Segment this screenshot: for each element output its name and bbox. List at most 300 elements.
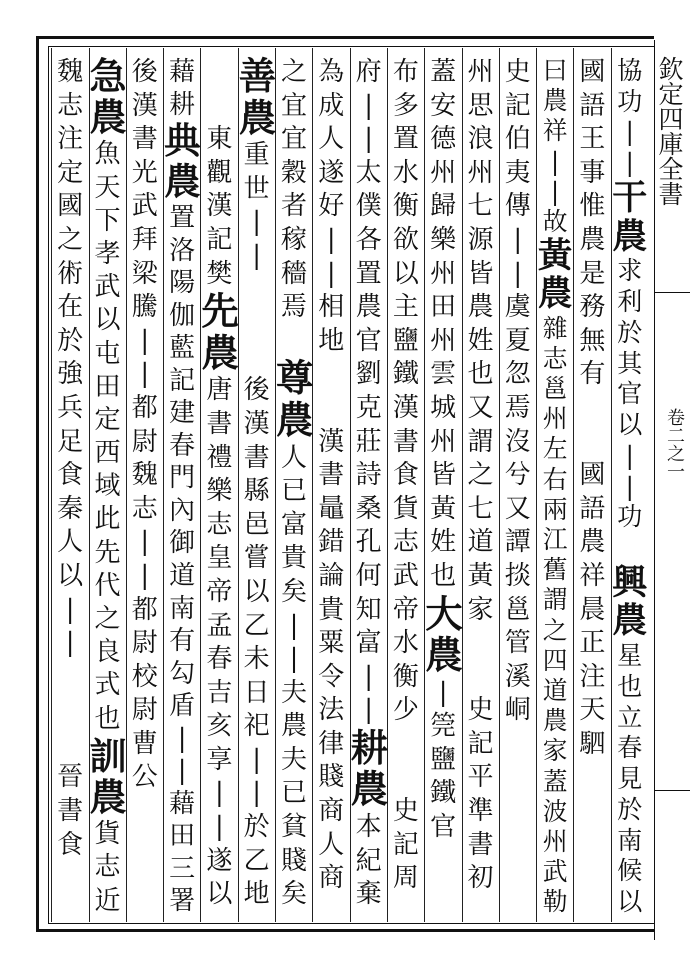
body-char (239, 341, 275, 375)
body-char: 王 (579, 124, 606, 155)
body-char: 農 (579, 527, 606, 558)
body-char: 孝 (94, 238, 121, 269)
body-char: 州 (430, 426, 457, 457)
body-char: 莊 (355, 426, 382, 457)
body-char: 此 (94, 504, 121, 535)
body-char: 曹 (131, 728, 158, 759)
text-column (537, 56, 573, 918)
body-char: 書 (206, 408, 233, 439)
body-char: | (513, 224, 523, 255)
body-char: 利 (617, 287, 643, 317)
body-char: 洛 (169, 235, 196, 266)
body-char: 吉 (206, 677, 233, 708)
body-char: 未 (243, 644, 270, 675)
body-char: 志 (131, 493, 158, 524)
body-char: 詩 (355, 460, 382, 491)
body-char: 水 (392, 628, 419, 659)
body-char: 州 (542, 404, 568, 434)
margin-section-label: 卷二之一 (664, 408, 685, 480)
body-char: 劉 (355, 359, 382, 390)
body-char: 功 (617, 86, 643, 116)
body-char: 富 (355, 628, 382, 659)
body-char: 宜 (280, 90, 307, 121)
headword-char: 興 (612, 561, 648, 603)
headword-char: 典 (164, 119, 201, 163)
body-char: 武 (131, 191, 158, 222)
body-char: 正 (579, 628, 606, 659)
body-char: 周 (392, 863, 419, 894)
body-char: 皆 (430, 460, 457, 491)
body-char: 記 (504, 90, 531, 121)
body-char: 錯 (318, 527, 345, 558)
body-char: | (550, 176, 560, 206)
body-char: 史 (504, 57, 531, 87)
body-char: | (252, 240, 262, 271)
text-column (574, 56, 610, 918)
body-char: 官 (355, 325, 382, 356)
body-char: 思 (467, 90, 494, 121)
body-char: 以 (392, 258, 419, 289)
body-char: 觀 (206, 157, 233, 188)
body-char: 國 (579, 460, 606, 491)
body-char (201, 90, 237, 124)
body-char: 商 (318, 863, 345, 894)
body-char: 南 (617, 825, 643, 855)
headword-char: 農 (201, 330, 239, 375)
body-char: 國 (57, 191, 84, 222)
body-char: | (177, 723, 187, 754)
body-char: 協 (617, 56, 643, 85)
body-char: 祥 (542, 116, 568, 146)
text-column (351, 56, 387, 918)
body-char: 邕 (542, 374, 568, 404)
body-char: 三 (169, 853, 196, 884)
body-char: 準 (467, 796, 494, 827)
body-char: | (513, 258, 523, 289)
body-char: 之 (467, 460, 494, 491)
body-char: 初 (467, 863, 494, 894)
body-char: 樊 (206, 258, 233, 289)
body-char: 記 (206, 224, 233, 255)
body-char: 江 (542, 525, 568, 555)
body-char: 於 (57, 325, 84, 356)
body-char: 史 (392, 796, 419, 827)
body-char: 校 (131, 661, 158, 692)
body-char: 官 (617, 379, 643, 409)
text-column (276, 56, 312, 918)
body-char (463, 661, 499, 695)
body-char: 書 (318, 460, 345, 491)
body-char: 舊 (542, 555, 568, 585)
body-char (52, 728, 88, 762)
text-column (90, 56, 126, 918)
body-char: 姓 (467, 325, 494, 356)
headword-char: 大 (425, 591, 463, 636)
body-char: 志 (57, 90, 84, 121)
body-char: | (326, 258, 336, 289)
headword-char: 農 (164, 159, 201, 203)
body-char: 語 (579, 90, 606, 121)
body-char: 田 (169, 821, 196, 852)
body-char: 姓 (430, 527, 457, 558)
body-char: 於 (617, 794, 643, 824)
body-char: 論 (318, 560, 345, 591)
body-char: 代 (94, 570, 121, 601)
body-char: 晉 (57, 762, 84, 793)
headword-char: 農 (612, 600, 648, 642)
headword-char: 耕 (350, 725, 389, 770)
body-char: 鐵 (392, 359, 419, 390)
body-char (201, 56, 237, 90)
headword-char: 訓 (89, 733, 127, 778)
body-char: 於 (617, 317, 643, 347)
body-char: | (140, 359, 150, 390)
body-char: 騰 (131, 292, 158, 323)
body-char: 求 (617, 256, 643, 286)
body-char: 道 (542, 676, 568, 706)
body-char: 峒 (504, 695, 531, 726)
body-char: 尉 (131, 426, 158, 457)
body-char: 下 (94, 205, 121, 236)
body-char: 農 (355, 292, 382, 323)
body-char: | (215, 778, 224, 809)
body-char: 夫 (280, 677, 307, 708)
body-char: 之 (280, 57, 307, 87)
body-char: 無 (579, 325, 606, 356)
body-char: 之 (57, 224, 84, 255)
body-char: 曰 (542, 56, 568, 85)
body-char: 貴 (318, 594, 345, 625)
body-char: 嘗 (243, 543, 270, 574)
body-char: 書 (243, 442, 270, 473)
body-char: 有 (169, 626, 196, 657)
body-char: 惟 (579, 191, 606, 222)
body-char: | (364, 661, 373, 692)
body-char: 後 (243, 375, 270, 406)
body-char: 克 (355, 392, 382, 423)
body-char: | (140, 527, 150, 558)
body-char: 內 (169, 495, 196, 526)
headword-char: 黃 (537, 236, 573, 277)
body-char: 波 (542, 796, 568, 826)
body-char: 焉 (280, 292, 307, 323)
text-column (127, 56, 163, 918)
text-column (201, 56, 237, 918)
body-char: 樂 (430, 224, 457, 255)
body-char: 書 (467, 829, 494, 860)
body-char: 晨 (579, 594, 606, 625)
body-char: 漢 (392, 392, 419, 423)
body-char: | (140, 325, 150, 356)
headword-char: 農 (350, 767, 389, 812)
body-char: 譚 (504, 527, 531, 558)
body-char: 也 (430, 560, 457, 591)
body-char: 先 (94, 537, 121, 568)
body-char: 漢 (243, 408, 270, 439)
body-char: 粟 (318, 628, 345, 659)
body-char: 良 (94, 637, 121, 668)
body-char: 州 (467, 57, 494, 87)
body-char (574, 392, 610, 426)
body-char: 地 (318, 325, 345, 356)
body-char (463, 627, 499, 661)
body-char: 強 (57, 359, 84, 390)
body-char: 已 (280, 476, 307, 507)
body-char: 勒 (542, 887, 568, 917)
body-char: 律 (318, 728, 345, 759)
headword-char: 尊 (276, 356, 314, 401)
body-char: 亥 (206, 711, 233, 742)
body-char: 天 (94, 172, 121, 203)
body-char: 焉 (504, 392, 531, 423)
body-char: 州 (467, 157, 494, 188)
body-char: 武 (94, 272, 121, 303)
body-char: 東 (206, 124, 233, 155)
body-char: 秦 (57, 493, 84, 524)
body-char (239, 274, 275, 308)
body-char: 建 (169, 398, 196, 429)
body-char: 人 (318, 829, 345, 860)
body-char: 樂 (206, 476, 233, 507)
body-char: 桑 (355, 493, 382, 524)
body-char: | (252, 207, 262, 238)
body-char: 門 (169, 463, 196, 494)
body-char: 春 (617, 733, 643, 763)
body-char: | (140, 560, 150, 591)
body-char: 魚 (94, 139, 121, 170)
body-char: 邕 (504, 594, 531, 625)
body-char: 遂 (318, 157, 345, 188)
body-char: 置 (169, 203, 196, 234)
body-char: 水 (392, 157, 419, 188)
body-char: 立 (617, 702, 643, 732)
body-char: 賤 (318, 762, 345, 793)
body-char: | (625, 148, 634, 178)
body-char (612, 533, 648, 564)
body-char: 公 (131, 762, 158, 793)
body-char: | (289, 644, 299, 675)
body-char (313, 392, 349, 426)
body-char: 多 (392, 90, 419, 121)
body-char: 帝 (392, 594, 419, 625)
body-char: 屯 (94, 338, 121, 369)
body-char: 梁 (131, 258, 158, 289)
body-char: 掞 (504, 560, 531, 591)
body-char: 城 (430, 392, 457, 423)
body-char: | (364, 695, 373, 726)
body-char: 歸 (430, 191, 457, 222)
body-char: 是 (579, 258, 606, 289)
body-char: 魏 (57, 57, 84, 87)
body-char: 兵 (57, 392, 84, 423)
body-char: 拜 (131, 224, 158, 255)
body-char: 虞 (504, 292, 531, 323)
body-char: 足 (57, 426, 84, 457)
body-char: 志 (542, 343, 568, 373)
body-char: 平 (467, 762, 494, 793)
body-char: 伯 (504, 124, 531, 155)
body-char: 蓋 (542, 766, 568, 796)
headword-char: 農 (238, 95, 277, 140)
body-char: 重 (243, 140, 270, 171)
body-char: 人 (280, 442, 307, 473)
headword-char: 農 (89, 95, 127, 140)
body-char: 以 (617, 887, 643, 917)
text-column (425, 56, 461, 918)
body-char: 尉 (131, 628, 158, 659)
body-char: 在 (57, 292, 84, 323)
body-char: 禮 (206, 442, 233, 473)
body-char: 縣 (243, 476, 270, 507)
body-char: 矣 (280, 576, 307, 607)
body-char: 已 (280, 778, 307, 809)
body-char: 夫 (280, 744, 307, 775)
body-char: 武 (392, 560, 419, 591)
body-char: 勾 (169, 658, 196, 689)
body-char: | (289, 610, 299, 641)
body-char: 唐 (206, 375, 233, 406)
body-char: 以 (617, 410, 643, 440)
body-char: 記 (392, 829, 419, 860)
body-char: 穀 (280, 157, 307, 188)
headword-char: 急 (89, 54, 127, 98)
body-char: 官 (430, 812, 457, 843)
body-char: 也 (467, 359, 494, 390)
body-char: 以 (206, 879, 233, 910)
body-char: 太 (355, 157, 382, 188)
body-char: 皆 (467, 258, 494, 289)
body-char: 以 (57, 560, 84, 591)
body-char: 定 (57, 157, 84, 188)
body-char: 夷 (504, 157, 531, 188)
body-char: 雲 (430, 359, 457, 390)
body-char: 沒 (504, 426, 531, 457)
body-char: 星 (617, 641, 643, 671)
body-char: 僕 (355, 191, 382, 222)
body-char: 農 (579, 224, 606, 255)
body-char: 謂 (467, 426, 494, 457)
body-char: 田 (430, 292, 457, 323)
body-char: 穡 (280, 258, 307, 289)
body-char: 食 (57, 829, 84, 860)
body-char: 志 (206, 509, 233, 540)
body-char: | (177, 756, 187, 787)
body-char: 帝 (206, 576, 233, 607)
body-char: 相 (318, 292, 345, 323)
body-char: 忽 (504, 359, 531, 390)
body-char: 衡 (392, 191, 419, 222)
body-char: 後 (131, 57, 158, 87)
body-char: 源 (467, 224, 494, 255)
body-char: | (625, 440, 634, 470)
body-char: 主 (392, 292, 419, 323)
body-char: | (625, 471, 634, 501)
body-char: | (438, 677, 448, 708)
body-char (52, 694, 88, 728)
body-char: 都 (131, 594, 158, 625)
body-char: 傳 (504, 191, 531, 222)
body-char: 皇 (206, 543, 233, 574)
body-char: 光 (131, 157, 158, 188)
headword-char: 善 (238, 54, 277, 98)
body-char: 又 (504, 493, 531, 524)
body-char: 農 (542, 706, 568, 736)
body-char: 貴 (280, 543, 307, 574)
body-char: 黃 (430, 493, 457, 524)
body-char: 何 (355, 560, 382, 591)
body-char: 地 (243, 879, 270, 910)
body-char: 漢 (318, 426, 345, 457)
body-char: 賤 (280, 845, 307, 876)
body-char: 事 (579, 157, 606, 188)
body-char: 鹽 (392, 325, 419, 356)
headword-char: 農 (276, 397, 314, 442)
body-char: 貧 (280, 812, 307, 843)
body-char: 邑 (243, 509, 270, 540)
body-char: 鐵 (430, 778, 457, 809)
margin-divider-top (654, 292, 690, 293)
body-char: 志 (94, 852, 121, 883)
body-char: 盾 (169, 691, 196, 722)
text-column (388, 56, 424, 918)
body-char: 人 (318, 124, 345, 155)
text-column (164, 56, 200, 918)
body-char: 魏 (131, 460, 158, 491)
body-char: 少 (392, 695, 419, 726)
body-char: 又 (467, 392, 494, 423)
body-char: 孟 (206, 610, 233, 641)
body-char: 棄 (355, 879, 382, 910)
body-char: 左 (542, 434, 568, 464)
body-char: | (252, 778, 262, 809)
body-char: 州 (542, 827, 568, 857)
body-char: 署 (169, 886, 196, 917)
body-char: 鹽 (430, 744, 457, 775)
text-column (500, 56, 536, 918)
body-char: 乙 (243, 845, 270, 876)
body-char: 日 (243, 677, 270, 708)
body-char: 七 (467, 191, 494, 222)
body-char: | (364, 124, 373, 155)
body-char: 乙 (243, 610, 270, 641)
body-char: | (215, 812, 224, 843)
body-char: 七 (467, 493, 494, 524)
body-char: 以 (94, 305, 121, 336)
body-char: | (326, 224, 336, 255)
body-char: | (65, 628, 75, 659)
body-char: 家 (467, 594, 494, 625)
body-char: 春 (169, 430, 196, 461)
body-char: 功 (617, 502, 643, 532)
body-char: 書 (392, 426, 419, 457)
headword-char: 農 (89, 774, 127, 819)
body-char (52, 661, 88, 695)
body-char: 陽 (169, 268, 196, 299)
body-char: 也 (617, 671, 643, 701)
body-char: 注 (57, 124, 84, 155)
body-char: 於 (243, 812, 270, 843)
body-char: 食 (392, 460, 419, 491)
body-char: 州 (430, 258, 457, 289)
headword-char: 干 (612, 176, 648, 218)
body-char: 州 (430, 157, 457, 188)
body-char: 史 (467, 695, 494, 726)
body-char: 武 (542, 857, 568, 887)
body-char: 衡 (392, 661, 419, 692)
margin-book-title: 欽定四庫全書 (655, 56, 684, 206)
body-char (276, 325, 312, 359)
headword-char: 先 (201, 289, 239, 334)
